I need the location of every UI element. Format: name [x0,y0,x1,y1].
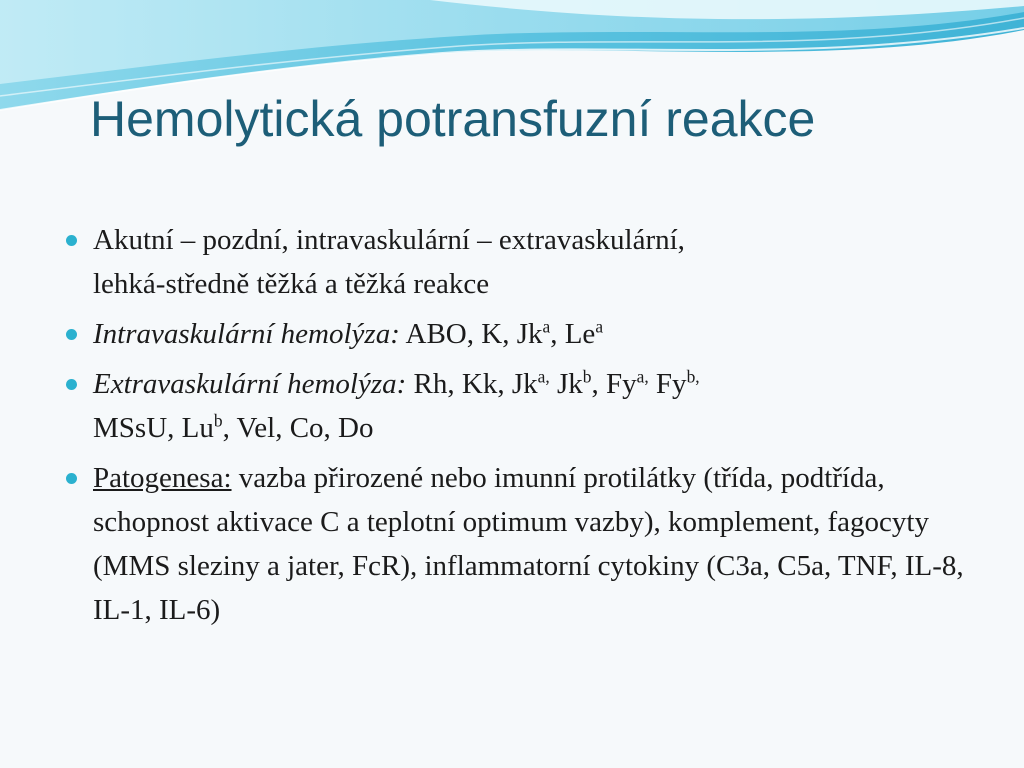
superscript: b, [686,366,700,387]
bullet-text: , Fy [591,368,637,400]
bullet-text: lehká-středně těžká a těžká reakce [93,268,490,300]
bullet-dot-icon [66,329,77,340]
bullet-list [66,218,966,638]
bullet-item-forms [66,218,966,306]
bullet-text: Rh, Kk, Jk [406,368,538,400]
superscript: b [582,366,592,387]
bullet-label-italic: Extravaskulární hemolýza: [93,368,407,400]
superscript: a [595,316,604,337]
bullet-label-underlined: Patogenesa: [93,462,232,494]
bullet-dot-icon [66,473,77,484]
slide-title: Hemolytická potransfuzní reakce [90,91,816,147]
bullet-text: MSsU, Lu [93,412,214,444]
bullet-text: Akutní – pozdní, intravaskulární – extravaskulární, [93,224,685,256]
bullet-text: vazba přirozené nebo imunní protilátky (třída, podtřída, schopnost aktivace C a teplotní optimum vazby), komplement, fagocyty (MMS sleziny a jater, FcR), inflammatorní cytokiny (C3a, C5a, TNF, IL-8, IL-1, IL-6) [93,462,964,626]
bullet-dot-icon [66,379,77,390]
bullet-text: Fy [648,368,687,400]
bullet-label-italic: Intravaskulární hemolýza: [93,318,400,350]
bullet-text: , Vel, Co, Do [222,412,374,444]
superscript: a [542,316,551,337]
bullet-item-extravascular [66,362,966,450]
bullet-item-pathogenesis [66,456,966,632]
bullet-text: ABO, K, Jk [399,318,543,350]
superscript: a, [636,366,649,387]
bullet-text: Jk [549,368,583,400]
superscript: b [213,410,223,431]
bullet-text: , Le [550,318,596,350]
bullet-item-intravascular [66,312,966,356]
bullet-dot-icon [66,235,77,246]
superscript: a, [537,366,550,387]
